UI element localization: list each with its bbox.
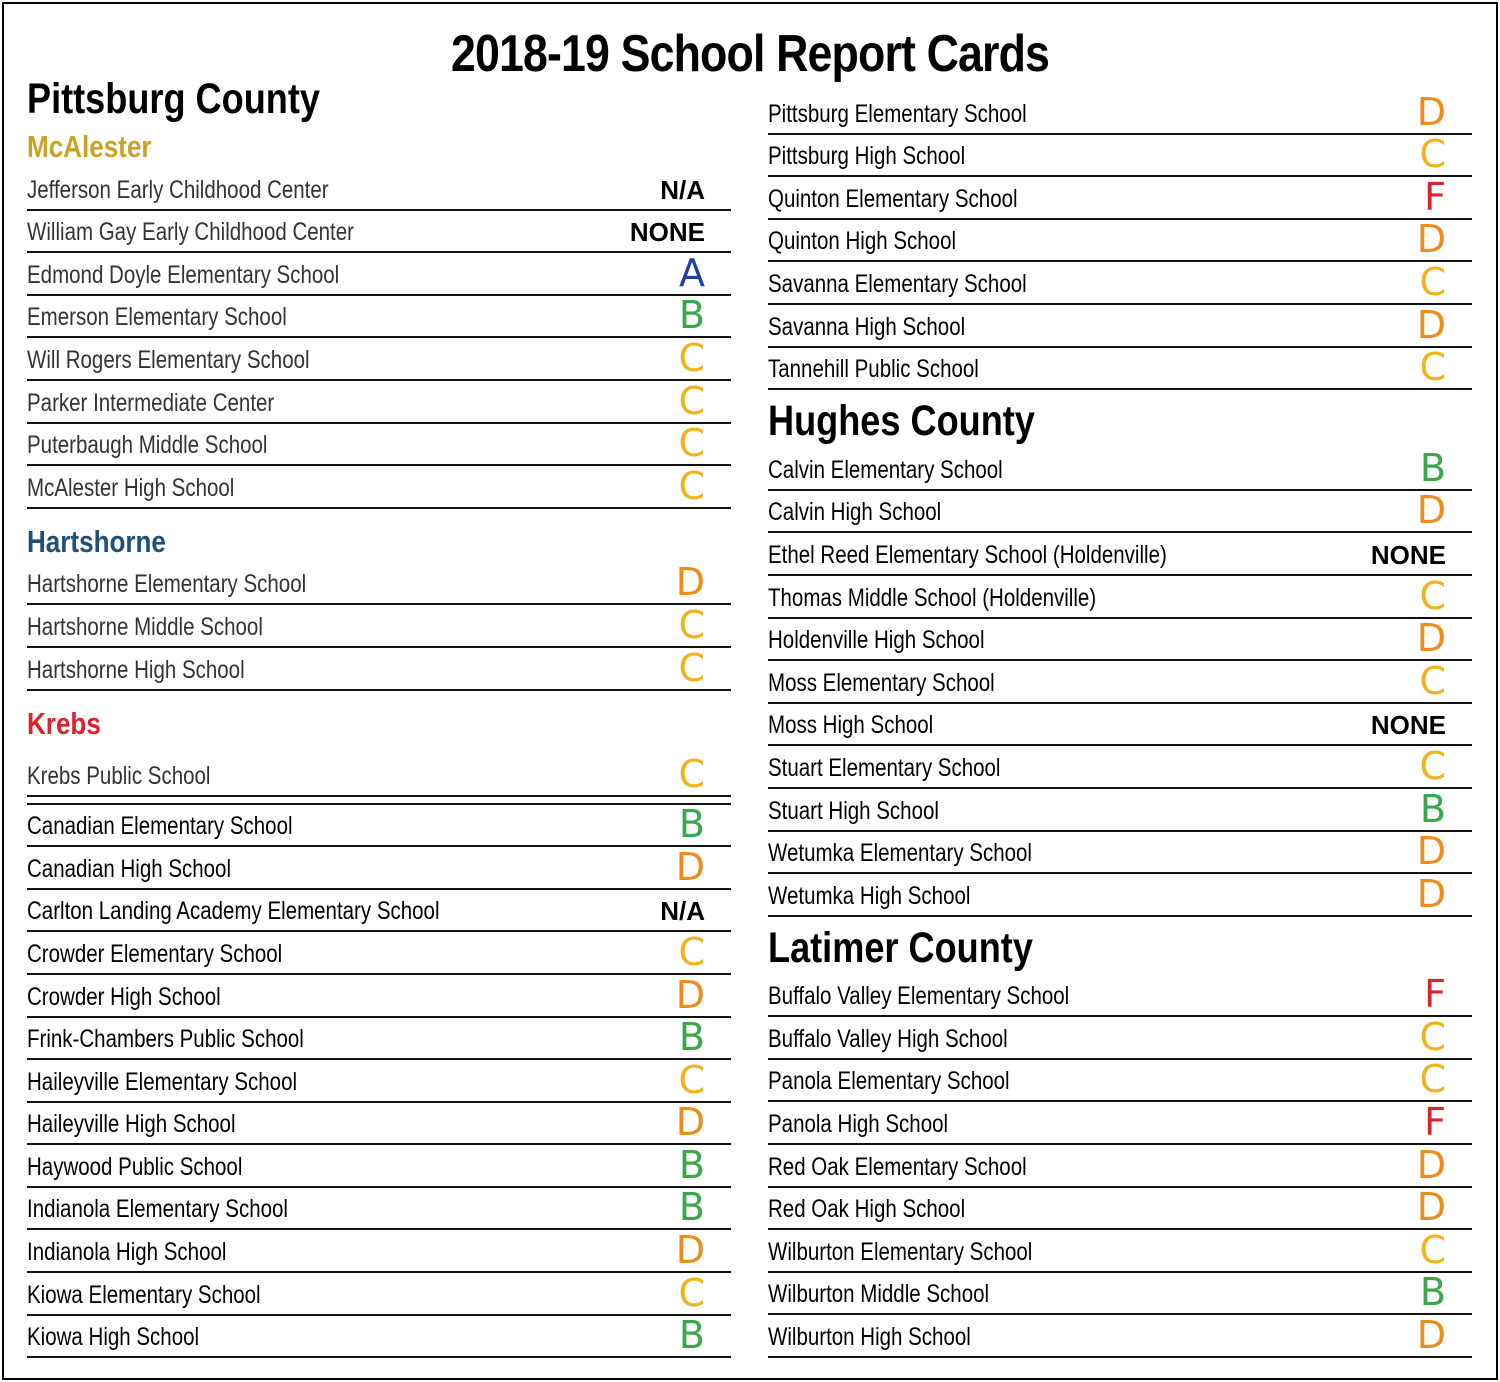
school-name: Stuart High School [768, 796, 939, 825]
table-row [27, 421, 731, 467]
grade-mark: D [1416, 217, 1446, 262]
table-row [768, 829, 1472, 875]
table-row [27, 645, 731, 691]
grade-mark: NONE [629, 217, 705, 248]
county-heading-hughes: Hughes County [768, 397, 1035, 446]
table-row [768, 259, 1472, 305]
table-row [768, 1014, 1472, 1060]
school-name: Wilburton Middle School [768, 1280, 990, 1309]
school-name: Savanna High School [768, 312, 966, 341]
grade-mark: A [679, 250, 705, 295]
table-row [27, 802, 731, 848]
list-hughes [768, 445, 1472, 917]
table-row [768, 658, 1472, 704]
grade-mark: D [1416, 1142, 1446, 1187]
table-row [768, 1185, 1472, 1231]
page-title: 2018-19 School Report Cards [450, 25, 1050, 83]
grade-mark: NONE [1370, 710, 1446, 741]
school-name: Krebs Public School [27, 761, 211, 790]
school-name: Crowder High School [27, 982, 221, 1011]
grade-mark: C [1419, 1014, 1446, 1059]
grade-mark: F [1424, 972, 1446, 1017]
school-name: Frink-Chambers Public School [27, 1025, 304, 1054]
school-name: Kiowa High School [27, 1323, 200, 1352]
school-name: Wetumka High School [768, 881, 971, 910]
table-row [768, 1270, 1472, 1316]
table-row [27, 1057, 731, 1103]
grade-mark: C [1419, 658, 1446, 703]
school-name: Jefferson Early Childhood Center [27, 175, 329, 204]
right-column [768, 89, 1472, 1358]
school-name: McAlester High School [27, 473, 235, 502]
school-name: Moss High School [768, 711, 934, 740]
school-name: Quinton Elementary School [768, 184, 1018, 213]
school-name: Hartshorne Middle School [27, 612, 263, 641]
school-name: Quinton High School [768, 227, 957, 256]
school-name: Pittsburg Elementary School [768, 99, 1027, 128]
table-row [27, 250, 731, 296]
grade-mark: N/A [660, 174, 705, 205]
school-name: Buffalo Valley High School [768, 1024, 1008, 1053]
school-name: Hartshorne High School [27, 655, 245, 684]
grade-mark: D [1416, 616, 1446, 661]
school-name: Indianola Elementary School [27, 1195, 288, 1224]
list-hartshorne [27, 560, 731, 691]
grade-mark: C [678, 645, 705, 690]
grade-mark: B [678, 293, 705, 338]
table-row [27, 844, 731, 890]
list-krebs [27, 745, 731, 797]
grade-mark: B [678, 802, 705, 847]
grade-mark: C [678, 751, 705, 796]
grade-mark: NONE [1370, 539, 1446, 570]
table-row [27, 293, 731, 339]
divider [27, 797, 731, 805]
table-row [27, 1270, 731, 1316]
district-heading-krebs: Krebs [27, 705, 101, 741]
grade-mark: C [1419, 259, 1446, 304]
table-row [27, 211, 731, 254]
county-heading-pittsburg: Pittsburg County [27, 75, 320, 123]
school-name: Buffalo Valley Elementary School [768, 982, 1070, 1011]
school-name: Hartshorne Elementary School [27, 570, 307, 599]
school-name: Savanna Elementary School [768, 269, 1027, 298]
table-row [27, 378, 731, 424]
school-name: Haywood Public School [27, 1152, 243, 1181]
table-row [27, 168, 731, 211]
school-name: Red Oak Elementary School [768, 1152, 1027, 1181]
table-row [27, 1015, 731, 1061]
school-name: Puterbaugh Middle School [27, 431, 268, 460]
table-row [27, 602, 731, 648]
school-name: Indianola High School [27, 1238, 227, 1267]
district-heading-mcalester: McAlester [27, 129, 152, 164]
school-name: Haileyville High School [27, 1110, 236, 1139]
list-pittsburg-continued [768, 89, 1472, 390]
school-name: Wetumka Elementary School [768, 839, 1032, 868]
table-row [27, 972, 731, 1018]
grade-mark: D [1416, 1185, 1446, 1230]
school-name: Wilburton High School [768, 1323, 971, 1352]
table-row [27, 560, 731, 606]
grade-mark: D [1416, 89, 1446, 134]
grade-mark: D [675, 1228, 705, 1273]
school-name: Tannehill Public School [768, 355, 979, 384]
school-name: Ethel Reed Elementary School (Holdenville) [768, 540, 1167, 569]
school-name: Canadian High School [27, 854, 232, 883]
grade-mark: B [678, 1142, 705, 1187]
school-name: Stuart Elementary School [768, 753, 1001, 782]
table-row [768, 743, 1472, 789]
table-row [768, 1142, 1472, 1188]
table-row [768, 132, 1472, 178]
table-row [27, 890, 731, 933]
table-row [768, 302, 1472, 348]
table-row [768, 488, 1472, 534]
grade-mark: C [678, 929, 705, 974]
table-row [27, 1230, 731, 1273]
grade-mark: D [1416, 871, 1446, 916]
school-name: Panola High School [768, 1110, 949, 1139]
school-name: Edmond Doyle Elementary School [27, 260, 340, 289]
table-row [768, 972, 1472, 1018]
school-name: Moss Elementary School [768, 668, 995, 697]
grade-mark: D [1416, 1313, 1446, 1358]
grade-mark: C [1419, 345, 1446, 390]
table-row [27, 1142, 731, 1188]
grade-mark: F [1424, 1100, 1446, 1145]
table-row [768, 1057, 1472, 1103]
grade-mark: D [675, 1100, 705, 1145]
school-name: Will Rogers Elementary School [27, 345, 310, 374]
grade-mark: B [1419, 1270, 1446, 1315]
table-row [768, 616, 1472, 662]
grade-mark: C [1419, 132, 1446, 177]
grade-mark: C [1419, 1057, 1446, 1102]
grade-mark: C [678, 378, 705, 423]
grade-mark: C [678, 335, 705, 380]
school-name: Panola Elementary School [768, 1067, 1010, 1096]
table-row [768, 786, 1472, 832]
school-name: Parker Intermediate Center [27, 388, 275, 417]
school-name: Thomas Middle School (Holdenville) [768, 583, 1097, 612]
table-row [768, 445, 1472, 491]
table-row [27, 1185, 731, 1231]
table-row [768, 573, 1472, 619]
grade-mark: C [1419, 573, 1446, 618]
table-row [27, 463, 731, 509]
table-row [27, 745, 731, 797]
grade-mark: C [678, 1270, 705, 1315]
table-row [27, 335, 731, 381]
list-mcalester [27, 168, 731, 509]
table-row [768, 89, 1472, 135]
table-row [768, 345, 1472, 391]
grade-mark: C [1419, 743, 1446, 788]
grade-mark: D [675, 844, 705, 889]
grade-mark: B [1419, 786, 1446, 831]
grade-mark: B [678, 1313, 705, 1358]
school-name: Kiowa Elementary School [27, 1280, 261, 1309]
table-row [768, 1315, 1472, 1358]
school-name: William Gay Early Childhood Center [27, 218, 354, 247]
grade-mark: C [678, 602, 705, 647]
school-name: Calvin High School [768, 498, 942, 527]
left-column [27, 72, 731, 1358]
grade-mark: C [678, 421, 705, 466]
school-name: Haileyville Elementary School [27, 1067, 298, 1096]
school-name: Pittsburg High School [768, 142, 966, 171]
school-name: Crowder Elementary School [27, 939, 283, 968]
table-row [768, 217, 1472, 263]
grade-mark: F [1424, 174, 1446, 219]
grade-mark: B [678, 1015, 705, 1060]
list-latimer [768, 972, 1472, 1358]
table-row [27, 1100, 731, 1146]
school-name: Calvin Elementary School [768, 455, 1003, 484]
school-name: Holdenville High School [768, 626, 985, 655]
grade-mark: C [678, 463, 705, 508]
table-row [27, 1313, 731, 1359]
table-row [768, 704, 1472, 747]
county-heading-latimer: Latimer County [768, 923, 1033, 972]
grade-mark: N/A [660, 896, 705, 927]
school-name: Carlton Landing Academy Elementary School [27, 897, 440, 926]
grade-mark: D [1416, 829, 1446, 874]
school-name: Canadian Elementary School [27, 812, 293, 841]
district-heading-hartshorne: Hartshorne [27, 523, 166, 559]
table-row [768, 871, 1472, 917]
table-row [768, 1227, 1472, 1273]
grade-mark: C [1419, 1227, 1446, 1272]
table-row [27, 929, 731, 975]
school-name: Wilburton Elementary School [768, 1237, 1033, 1266]
school-name: Emerson Elementary School [27, 303, 287, 332]
grade-mark: D [675, 972, 705, 1017]
list-pittsburg-other [27, 802, 731, 1359]
grade-mark: D [675, 560, 705, 605]
school-name: Red Oak High School [768, 1195, 966, 1224]
table-row [768, 1102, 1472, 1145]
grade-mark: C [678, 1057, 705, 1102]
grade-mark: D [1416, 302, 1446, 347]
grade-mark: B [1419, 445, 1446, 490]
grade-mark: D [1416, 488, 1446, 533]
table-row [768, 174, 1472, 220]
table-row [768, 533, 1472, 576]
grade-mark: B [678, 1185, 705, 1230]
